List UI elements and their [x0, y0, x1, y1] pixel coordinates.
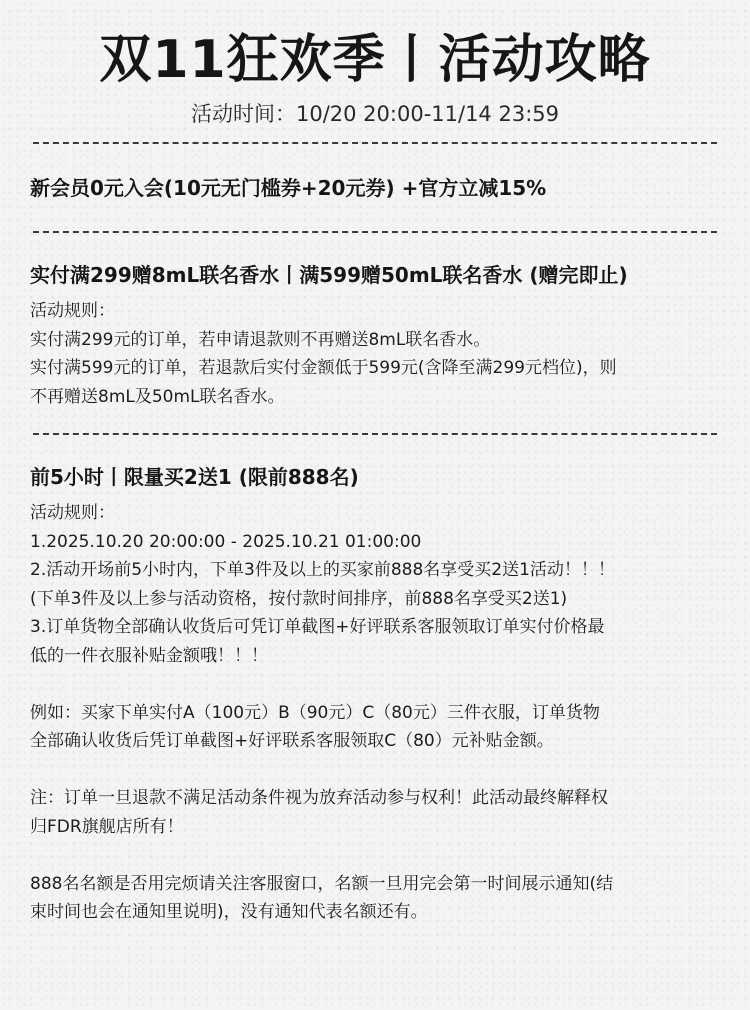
rule-line: 实付满599元的订单，若退款后实付金额低于599元(含降至满299元档位)，则 — [30, 358, 617, 378]
rule-line: 3.订单货物全部确认收货后可凭订单截图+好评联系客服领取订单实付价格最 — [30, 617, 605, 637]
dashed-divider — [33, 231, 717, 233]
rules-label: 活动规则： — [30, 503, 115, 523]
rule-line: 不再赠送8mL及50mL联名香水。 — [30, 386, 285, 407]
quota-line: 束时间也会在通知里说明)，没有通知代表名额还有。 — [30, 902, 428, 922]
section-perfume-gift — [30, 261, 720, 411]
rule-line: 2.活动开场前5小时内，下单3件及以上的买家前888名享受买2送1活动！！！ — [30, 560, 615, 580]
section-heading: 新会员0元入会(10元无门槛券+20元券) +官方立减15% — [30, 176, 547, 200]
section-heading: 前5小时丨限量买2送1 (限前888名) — [30, 465, 359, 489]
note-line: 归FDR旗舰店所有！ — [30, 816, 184, 837]
quota-line: 888名名额是否用完烦请关注客服窗口，名额一旦用完会第一时间展示通知(结 — [30, 873, 614, 894]
dashed-divider — [33, 142, 717, 144]
section-new-member — [30, 174, 720, 202]
event-time: 活动时间：10/20 20:00-11/14 23:59 — [190, 102, 559, 126]
dashed-divider — [33, 433, 717, 435]
rule-line: 实付满299元的订单，若申请退款则不再赠送8mL联名香水。 — [30, 329, 491, 350]
section-buy2get1 — [30, 463, 720, 927]
rule-line: 低的一件衣服补贴金额哦！！！ — [30, 645, 268, 666]
note-line: 注：订单一旦退款不满足活动条件视为放弃活动参与权利！此活动最终解释权 — [30, 788, 608, 808]
rules-label: 活动规则： — [30, 301, 115, 321]
example-line: 例如：买家下单实付A（100元）B（90元）C（80元）三件衣服，订单货物 — [30, 702, 600, 723]
rule-line: 1.2025.10.20 20:00:00 - 2025.10.21 01:00:00 — [30, 531, 422, 552]
section-heading: 实付满299赠8mL联名香水丨满599赠50mL联名香水 (赠完即止) — [30, 263, 628, 287]
rule-line: (下单3件及以上参与活动资格，按付款时间排序，前888名享受买2送1) — [30, 588, 568, 609]
example-line: 全部确认收货后凭订单截图+好评联系客服领取C（80）元补贴金额。 — [30, 731, 554, 751]
page-title: 双11狂欢季丨活动攻略 — [99, 30, 651, 90]
